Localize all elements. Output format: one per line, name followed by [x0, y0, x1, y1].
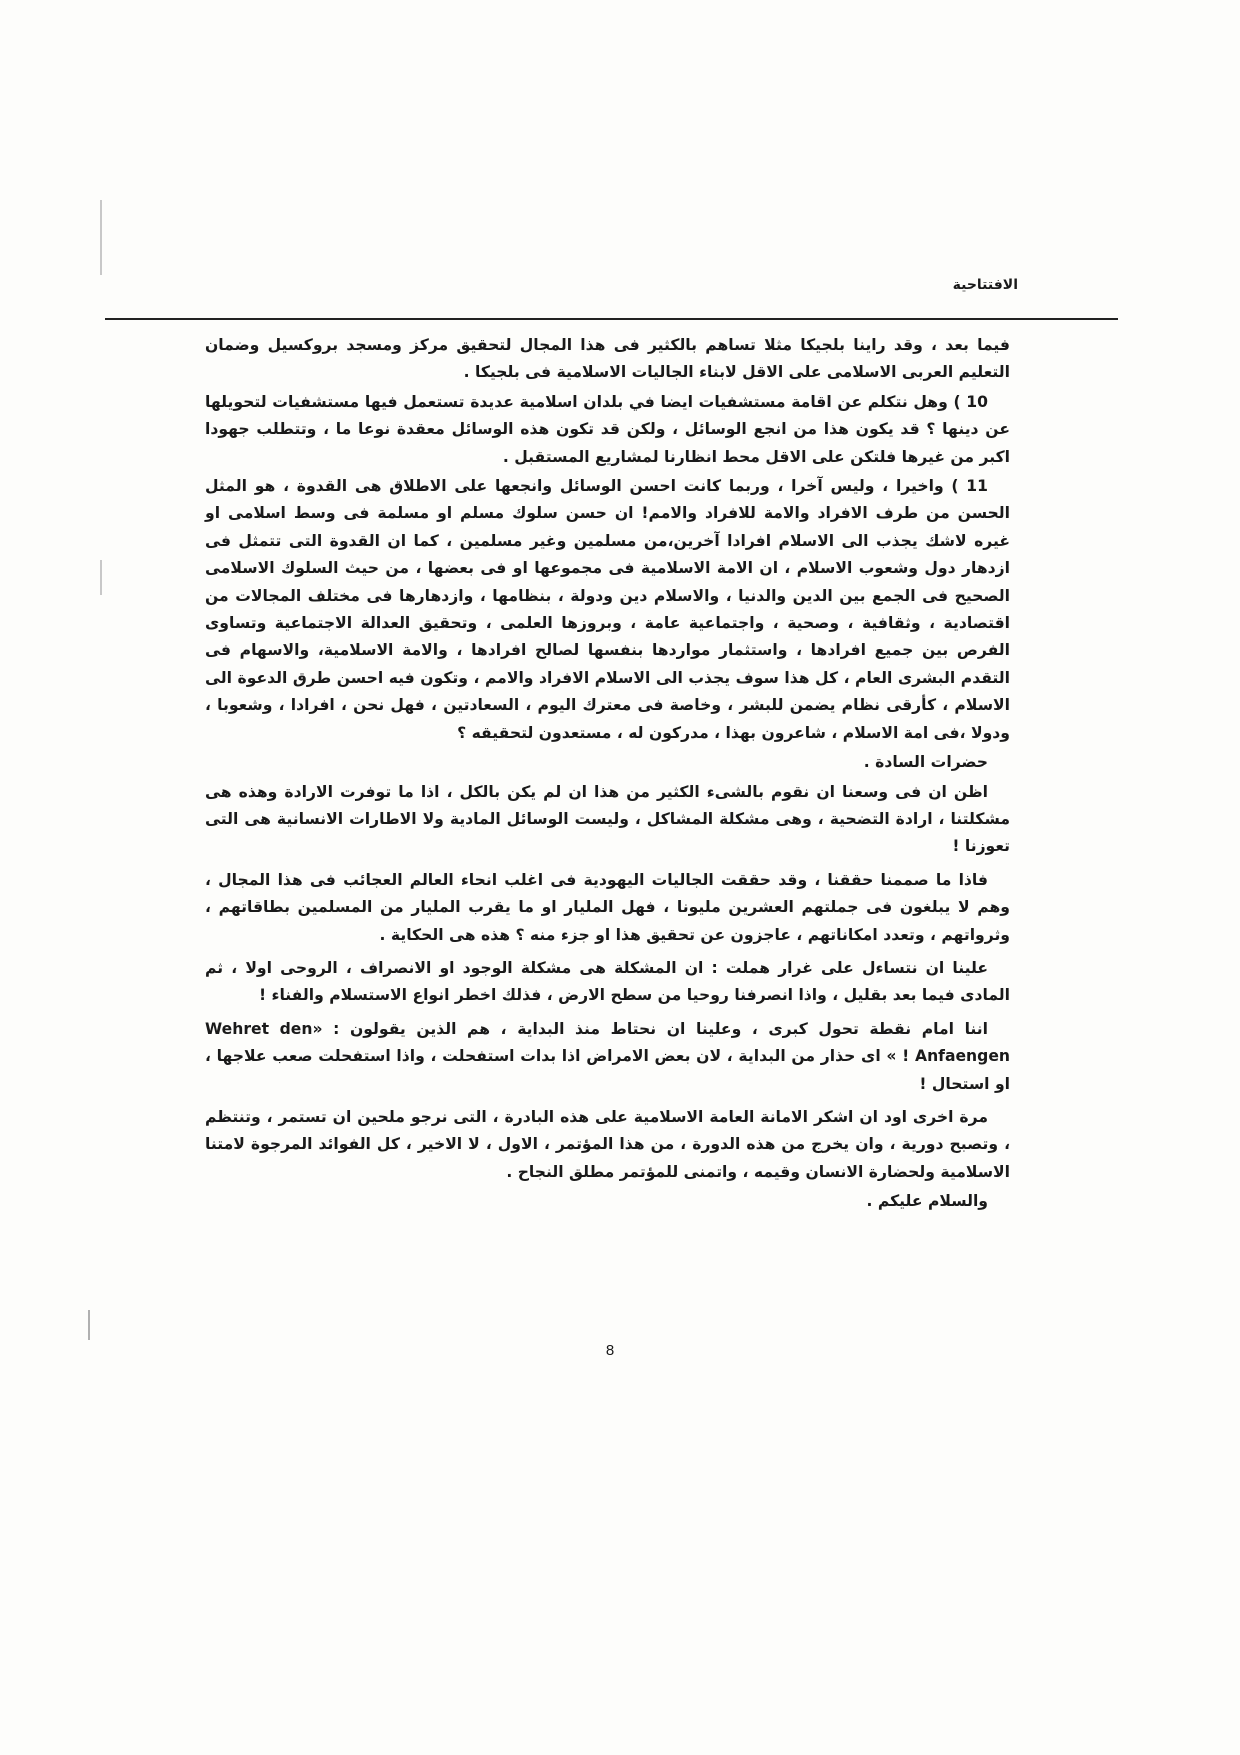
closing: والسلام عليكم .: [866, 1192, 988, 1211]
scan-artifact: [100, 560, 102, 595]
paragraph: 11 ) واخيرا ، وليس آخرا ، وربما كانت احسن الوسائل وانجعها على الاطلاق هى القدوة ، هو المثل الحسن من طرف الافراد والامة للافراد والامم! ان حسن سلوك مسلم او مسلمة فى وسط اسلامى او غيره لاشك يجذب الى الاسلام افرادا آخرين،من مسلمين وغير مسلمين ، كما ان القدوة التى تتمثل فى ازدهار دول وشعوب الاسلام ، ان الامة الاسلامية فى مجموعها او فى بعضها ، من حيث السلوك الاسلامى الصحيح فى الجمع بين الدين والدنيا ، والاسلام دين ودولة ، بنظامها ، وازدهارها فى مختلف المجالات من اقتصادية ، وثقافية ، وصحية ، واجتماعية عامة ، وبروزها العلمى ، وتحقيق العدالة الاجتماعية وتساوى الفرص بين جميع افرادها ، واستثمار مواردها بنفسها لصالح افرادها ، والامة الاسلامية، والاسهام فى التقدم البشرى العام ، كل هذا سوف يجذب الى الاسلام الافراد والامم ، وتكون فيه احسن طرق الدعوة الى الاسلام ، كأرقى نظام يضمن للبشر ، وخاصة فى معترك اليوم ، السعادتين ، فهل نحن ، افرادا ، وشعوبا ، ودولا ،فى امة الاسلام ، شاعرون بهذا ، مدركون له ، مستعدون لتحقيقه ؟: [205, 477, 1010, 742]
paragraph: فاذا ما صممنا حققنا ، وقد حققت الجاليات اليهودية فى اغلب انحاء العالم العجائب فى هذا المجال ، وهم لا يبلغون فى جملتهم العشرين مليونا ، فهل المليار او ما يقرب المليار من المسلمين بطاقاتهم ، وثرواتهم ، وتعدد امكاناتهم ، عاجزون عن تحقيق هذا او جزء منه ؟ هذه هى الحكاية .: [205, 870, 1010, 944]
paragraph: علينا ان نتساءل على غرار هملت : ان المشكلة هى مشكلة الوجود او الانصراف ، الروحى اولا ، ثم المادى فيما بعد بقليل ، واذا انصرفنا روحيا من سطح الارض ، فذلك اخطر انواع الاستسلام والفناء !: [205, 958, 1010, 1005]
scan-artifact: [100, 200, 102, 275]
page-number: 8: [605, 1342, 615, 1359]
body-text: [205, 332, 1010, 1218]
scan-artifact: [88, 1310, 90, 1340]
salutation: حضرات السادة .: [863, 753, 988, 772]
paragraph: فيما بعد ، وقد راينا بلجيكا مثلا تساهم بالكثير فى هذا المجال لتحقيق مركز ومسجد بروكسيل وضمان التعليم العربى الاسلامى على الاقل لابناء الجاليات الاسلامية فى بلجيكا .: [205, 336, 1010, 382]
paragraph: مرة اخرى اود ان اشكر الامانة العامة الاسلامية على هذه البادرة ، التى نرجو ملحين ان تستمر ، وتنتظم ، وتصبح دورية ، وان يخرج من هذه الدورة ، من هذا المؤتمر ، الاول ، لا الاخير ، كل الفوائد المرجوة لامتنا الاسلامية ولحضارة الانسان وقيمه ، واتمنى للمؤتمر مطلق النجاح .: [205, 1107, 1010, 1181]
paragraph: اظن ان فى وسعنا ان نقوم بالشىء الكثير من هذا ان لم يكن بالكل ، اذا ما توفرت الارادة وهذه هى مشكلتنا ، ارادة التضحية ، وهى مشكلة المشاكل ، وليست الوسائل المادية ولا الاطارات الانسانية هى التى تعوزنا !: [205, 782, 1010, 856]
running-header: الافتتاحية: [952, 277, 1018, 293]
paragraph: 10 ) وهل نتكلم عن اقامة مستشفيات ايضا في بلدان اسلامية عديدة تستعمل فيها مستشفيات لتحويلها عن دينها ؟ قد يكون هذا من انجع الوسائل ، ولكن قد تكون هذه الوسائل معقدة نوعا ما ، وتتطلب جهودا اكبر من غيرها فلتكن على الاقل محط انظارنا لمشاريع المستقبل .: [205, 392, 1010, 466]
paragraph: اننا امام نقطة تحول كبرى ، وعلينا ان نحتاط منذ البداية ، هم الذين يقولون : «Wehret den Anfaengen ! » اى حذار من البداية ، لان بعض الامراض اذا بدات استفحلت ، واذا استفحلت صعب علاجها ، او استحال !: [205, 1019, 1010, 1093]
header-divider: [105, 318, 1118, 320]
